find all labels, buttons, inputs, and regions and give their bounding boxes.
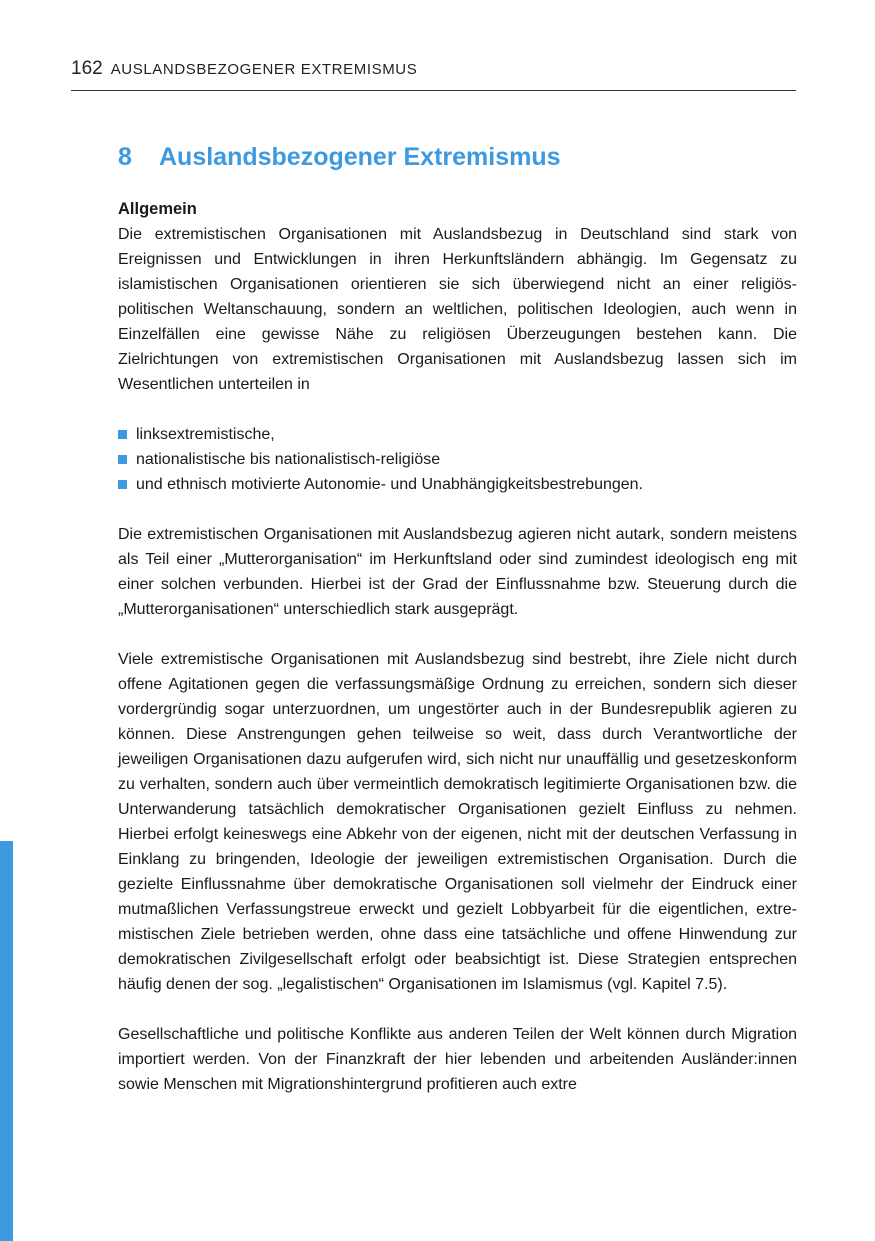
chapter-heading bbox=[118, 138, 797, 176]
chapter-number: 8 bbox=[118, 143, 132, 171]
list-item bbox=[118, 422, 797, 447]
section-heading: Allgemein bbox=[118, 200, 197, 218]
chapter-color-tab bbox=[0, 841, 13, 1241]
running-head-title: AUSLANDSBEZOGENER EXTREMISMUS bbox=[110, 61, 418, 78]
page-body bbox=[118, 138, 797, 1122]
square-bullet-icon bbox=[118, 480, 127, 489]
paragraph-strategies: Viele extremistische Organisationen mit Auslandsbezug sind bestrebt, ihre Ziele nicht durch offene Agitationen gegen die verfassungsmäßige Ordnung zu erreichen, sondern sich dieser vordergründig sogar unterzuordnen, um ungestörter auch in der Bundesrepublik agieren zu können. Diese Anstrengungen gehen teilweise so weit, dass durch Verantwortliche der jeweiligen Organisationen dazu aufgerufen wird, sich nicht nur unauffällig und gesetzeskonform zu verhalten, sondern auch über vermeintlich demokratisch legitimierte Organisationen bzw. die Unterwanderung tatsächlich demokratischer Organisationen gezielt Einfluss zu nehmen. Hierbei erfolgt keineswegs eine Abkehr von der eigenen, nicht mit der deutschen Verfassung in Einklang zu bringenden, Ideologie der jeweiligen extremistischen Organisation. Durch die gezielte Einflussnahme über demokratische Organisationen soll vielmehr der Eindruck einer mutmaßlichen Verfassungstreue erweckt und gezielt Lobbyarbeit für die eigentlichen, extremistischen Ziele betrieben werden, ohne dass eine tatsächliche und offene Hinwendung zur demokratischen Zivilgesellschaft erfolgt oder beabsichtigt ist. Diese Strategien entsprechen häufig denen der sog. „legalistischen“ Organisationen im Islamismus (vgl. Kapitel 7.5). bbox=[118, 651, 797, 993]
paragraph-mutterorganisation: Die extremistischen Organisationen mit Auslandsbezug agieren nicht autark, sondern meistens als Teil einer „Mutterorganisation“ im Herkunftsland oder sind zumindest ideologisch eng mit einer solchen verbunden. Hierbei ist der Grad der Einflussnahme bzw. Steuerung durch die „Mutterorganisationen“ unterschiedlich stark ausgeprägt. bbox=[118, 526, 797, 618]
list-item bbox=[118, 447, 797, 472]
square-bullet-icon bbox=[118, 455, 127, 464]
list-item-text: und ethnisch motivierte Autonomie- und Unabhängigkeitsbestrebungen. bbox=[136, 476, 643, 493]
list-item-text: nationalistische bis nationalistisch-religiöse bbox=[136, 451, 441, 468]
list-item bbox=[118, 472, 797, 497]
paragraph-intro: Die extremistischen Organisationen mit Auslandsbezug in Deutschland sind stark von Ereignissen und Entwicklungen in ihren Herkunftsländern abhängig. Im Gegensatz zu islamistischen Organisationen orientieren sie sich überwiegend nicht an einer religiös-politischen Weltanschauung, sondern an weltlichen, politischen Ideologien, auch wenn in Einzelfällen eine gewisse Nähe zu religiösen Überzeugungen bestehen kann. Die Zielrichtungen von extremistischen Organisationen mit Auslandsbezug lassen sich im Wesentlichen unterteilen in bbox=[118, 226, 797, 393]
square-bullet-icon bbox=[118, 430, 127, 439]
page-number: 162 bbox=[71, 58, 103, 79]
running-header bbox=[71, 56, 796, 91]
chapter-title: Auslandsbezogener Extremismus bbox=[159, 143, 561, 171]
list-item-text: linksextremistische, bbox=[136, 426, 275, 443]
paragraph-migration: Gesellschaftliche und politische Konflikte aus anderen Teilen der Welt können durch Migration importiert werden. Von der Finanzkraft der hier lebenden und arbeitenden Ausländer:innen sowie Menschen mit Migrationshintergrund profitieren auch extre bbox=[118, 1026, 797, 1093]
bullet-list bbox=[118, 422, 797, 497]
